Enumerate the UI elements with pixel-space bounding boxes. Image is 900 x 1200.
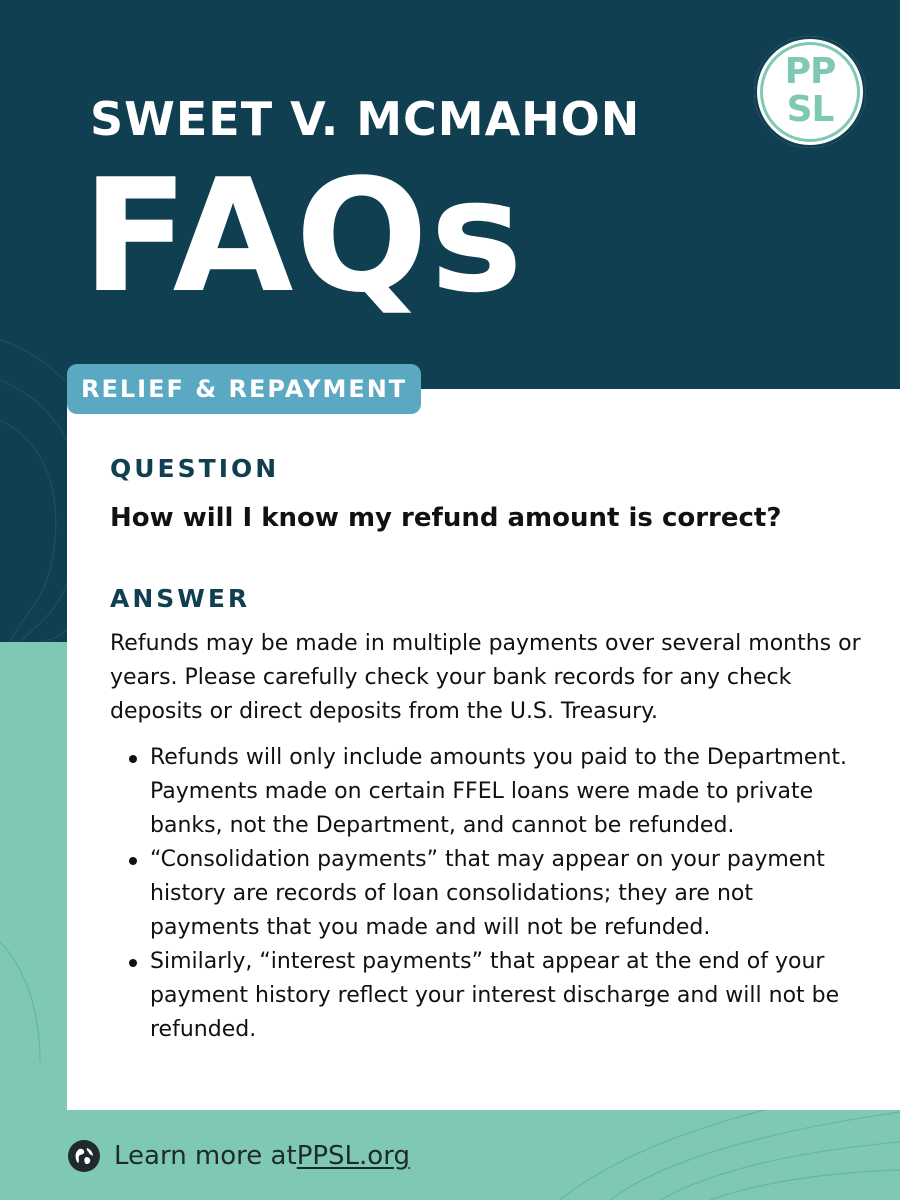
page-title: FAQs — [82, 145, 525, 327]
footer — [68, 1136, 410, 1176]
category-badge: RELIEF & REPAYMENT — [67, 364, 421, 414]
ppsl-logo — [754, 36, 866, 148]
globe-icon — [68, 1140, 100, 1172]
bullet-item: Refunds will only include amounts you paid to the Department. Payments made on certain FFEL loans were made to private banks, not the Department, and cannot be refunded. — [150, 741, 860, 843]
ppsl-link[interactable]: PPSL.org — [296, 1141, 410, 1171]
logo-text-bottom: SL — [786, 89, 834, 130]
question-text: How will I know my refund amount is correct? — [110, 503, 782, 533]
footer-prefix: Learn more at — [114, 1141, 297, 1171]
bullet-item: Similarly, “interest payments” that appear at the end of your payment history reflect your interest discharge and will not be refunded. — [150, 945, 860, 1047]
answer-paragraph: Refunds may be made in multiple payments over several months or years. Please carefully check your bank records for any check deposits or direct deposits from the U.S. Treasury. — [110, 631, 861, 724]
question-label: QUESTION — [110, 454, 280, 483]
answer-bullets — [150, 741, 860, 1047]
case-name-kicker: SWEET V. MCMAHON — [90, 92, 641, 146]
answer-label: ANSWER — [110, 584, 251, 613]
logo-text-top: PP — [784, 51, 836, 92]
bullet-item: “Consolidation payments” that may appear on your payment history are records of loan consolidations; they are not payments that you made and will not be refunded. — [150, 843, 860, 945]
